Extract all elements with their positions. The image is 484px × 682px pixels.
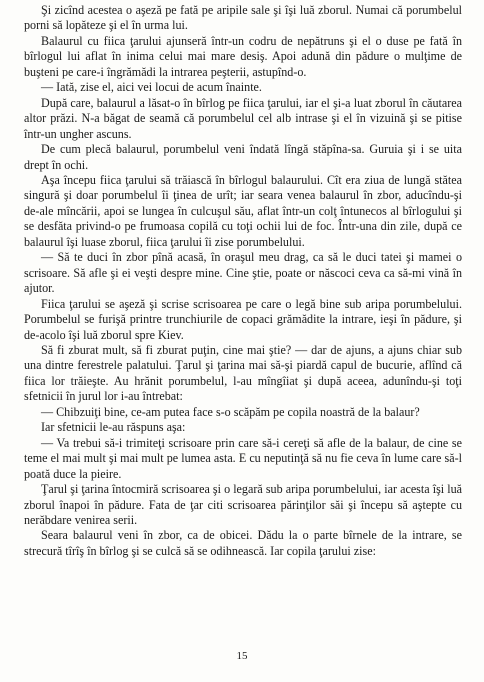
paragraph: — Iată, zise el, aici vei locui de acum înainte. — [41, 80, 262, 95]
paragraph: Fiica ţarului se aşeză şi scrise scrisoarea pe care o legă bine sub aripa porumbelului. Porumbelul se furişă printre trunchiurile de copaci grămădite la intrare, ieşi în pădure, şi de-acolo îşi luă zborul spre Kiev. — [24, 296, 462, 342]
paragraph: — Chibzuiţi bine, ce-am putea face s-o scăpăm pe copila noastră de la balaur? — [41, 404, 420, 419]
paragraph: Iar sfetnicii le-au răspuns aşa: — [41, 420, 186, 435]
paragraph: Să fi zburat mult, să fi zburat puţin, cine mai ştie? — dar de ajuns, a ajuns chiar sub una dintre ferestrele palatului. Ţarul şi ţarina mai să-şi piardă capul de bucurie, aflînd că fiica lor trăieşte. Au hrănit porumbelul, l-au mîngîiat şi după aceea, adunîndu-şi toţi sfetnicii în jurul lor i-au întrebat: — [24, 342, 462, 404]
paragraph: De cum plecă balaurul, porumbelul veni îndată lîngă stăpîna-sa. Guruia şi i se uita drept în ochi. — [24, 142, 462, 172]
paragraph: După care, balaurul a lăsat-o în bîrlog pe fiica ţarului, iar el şi-a luat zborul în căutarea altor prăzi. N-a băgat de seamă că porumbelul cel alb intrase şi el în vizuină şi se pitise într-un ungher ascuns. — [24, 95, 462, 141]
body-text — [24, 3, 462, 559]
paragraph: Balaurul cu fiica ţarului ajunseră într-un codru de nepătruns şi el o duse pe fată în bîrlogul lui aflat în inima celui mai mare desiş. Apoi adună din pădure o mulţime de buşteni pe care-i îngrămădi la intrarea peşterii, astupînd-o. — [24, 33, 462, 79]
paragraph: — Să te duci în zbor pînă acasă, în oraşul meu drag, ca să le duci tatei şi mamei o scrisoare. Să afle şi ei veşti despre mine. Cine ştie, poate or născoci ceva ca să-mi vină în ajutor. — [24, 250, 462, 296]
paragraph: Ţarul şi ţarina întocmiră scrisoarea şi o legară sub aripa porumbelului, iar acesta îşi luă zborul înapoi în pădure. Fata de ţar citi scrisoarea părinţilor săi şi începu să aştepte cu nerăbdare venirea serii. — [24, 482, 462, 527]
paragraph: Seara balaurul veni în zbor, ca de obicei. Dădu la o parte bîrnele de la intrare, se strecură tîrîş în bîrlog şi se culcă să se odihnească. Iar copila ţarului zise: — [24, 528, 462, 558]
paragraph: Şi zicînd acestea o aşeză pe fată pe aripile sale şi îşi luă zborul. Numai că porumbelul porni să lopăteze şi el în urma lui. — [24, 3, 462, 33]
page-number: 15 — [236, 650, 248, 662]
paragraph: — Va trebui să-i trimiteţi scrisoare prin care să-i cereţi să afle de la balaur, de cine se teme el mai mult şi mai mult pe lumea asta. E cu neputinţă să nu fie ceva în lume care să-l poată duce la pieire. — [24, 435, 462, 481]
paragraph: Aşa începu fiica ţarului să trăiască în bîrlogul balaurului. Cît era ziua de lungă stătea singură şi doar porumbelul îi ţinea de urît; iar seara venea balaurul în zbor, aducîndu-şi de-ale mîncării, apoi se lungea în culcuşul său, aflat într-un colţ întunecos al bîrlogului şi se desfăta privind-o pe frumoasa copilă cu toţi ochii lui de foc. Într-una din zile, după ce balaurul îşi luase zborul, fiica ţarului îi zise porumbelului. — [24, 172, 462, 249]
